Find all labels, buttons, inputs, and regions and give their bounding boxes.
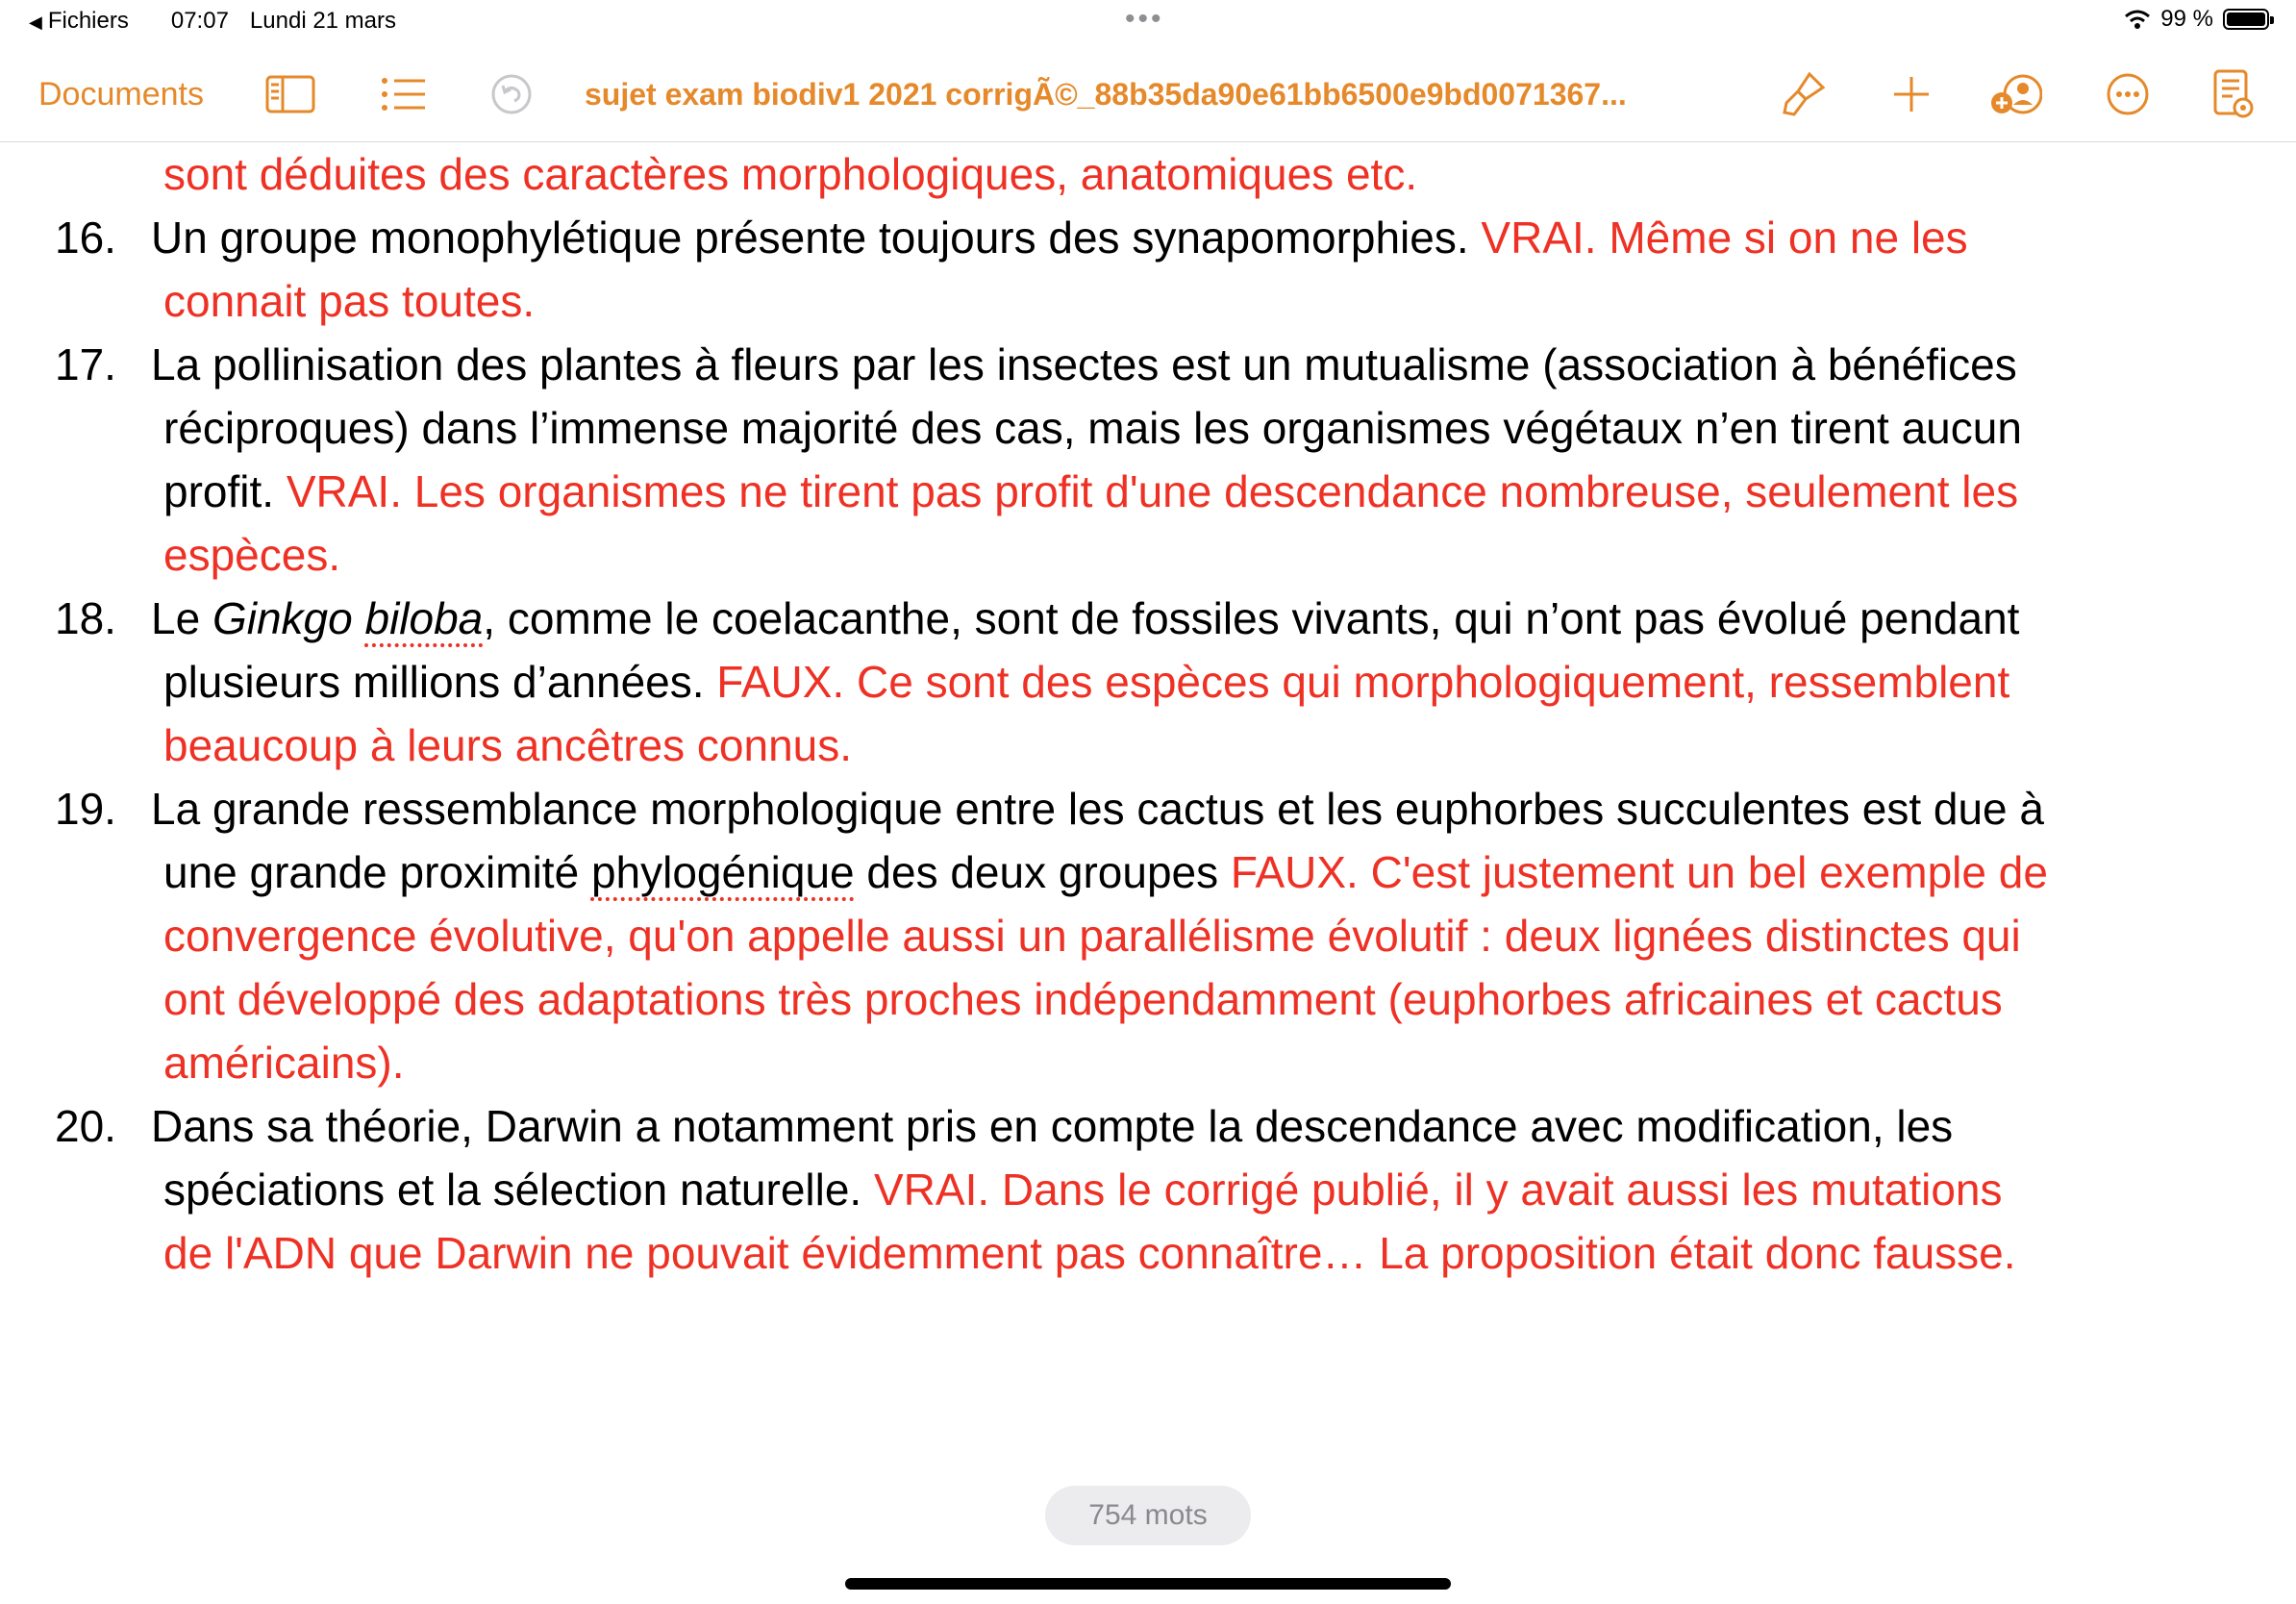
question-line: plusieurs millions d’années. FAUX. Ce sont des espèces qui morphologiquement, ressemblent <box>163 657 2010 707</box>
status-right <box>2124 6 2269 33</box>
answer-text: VRAI. Les organismes ne tirent pas profit d'une descendance nombreuse, seulement les <box>286 466 2019 516</box>
item-number: 18. <box>55 593 116 643</box>
documents-button[interactable]: Documents <box>38 75 204 113</box>
species-name: Ginkgo <box>212 593 353 643</box>
question-line: Le Ginkgo biloba, comme le coelacanthe, sont de fossiles vivants, qui n’ont pas évolué pendant <box>151 593 2020 643</box>
answer-line: connait pas toutes. <box>163 276 536 326</box>
document-settings-icon[interactable] <box>2213 46 2254 142</box>
spellcheck-word[interactable]: phylogénique <box>590 847 855 897</box>
multitasking-dots-icon[interactable]: ••• <box>1125 3 1164 35</box>
paintbrush-icon[interactable] <box>1781 46 1827 142</box>
battery-icon <box>2223 9 2269 30</box>
answer-text: FAUX. Ce sont des espèces qui morphologiquement, ressemblent <box>716 657 2010 707</box>
answer-line: beaucoup à leurs ancêtres connus. <box>163 720 853 770</box>
status-date: Lundi 21 mars <box>249 8 397 34</box>
question-line: profit. VRAI. Les organismes ne tirent pas profit d'une descendance nombreuse, seulement les <box>163 466 2019 516</box>
item-number: 16. <box>55 213 116 263</box>
answer-text: VRAI. Même si on ne les <box>1481 213 1968 263</box>
spellcheck-word[interactable]: biloba <box>364 593 484 643</box>
item-number: 20. <box>55 1101 116 1151</box>
answer-line: ont développé des adaptations très proches indépendamment (euphorbes africaines et cactus <box>163 974 2003 1024</box>
wifi-icon <box>2124 9 2151 30</box>
answer-text: FAUX. C'est justement un bel exemple de <box>1230 847 2048 897</box>
undo-icon[interactable] <box>490 46 533 142</box>
status-time: 07:07 <box>170 8 229 34</box>
question-line: réciproques) dans l’immense majorité des cas, mais les organismes végétaux n’en tirent aucun <box>163 403 2022 453</box>
collaborate-icon[interactable] <box>1990 46 2042 142</box>
status-left <box>29 8 417 35</box>
list-icon[interactable] <box>381 46 427 142</box>
question-line: La grande ressemblance morphologique entre les cactus et les euphorbes succulentes est due à <box>151 784 2044 834</box>
answer-line: américains). <box>163 1038 405 1088</box>
sidebar-icon[interactable] <box>265 46 315 142</box>
more-icon[interactable] <box>2106 46 2150 142</box>
battery-percent: 99 % <box>2160 6 2213 32</box>
answer-text: VRAI. Dans le corrigé publié, il y avait aussi les mutations <box>874 1165 2003 1215</box>
question-line: une grande proximité phylogénique des deux groupes FAUX. C'est justement un bel exemple de <box>163 847 2048 897</box>
item-number: 17. <box>55 339 116 389</box>
word-count-badge[interactable]: 754 mots <box>1045 1486 1251 1545</box>
item-number: 19. <box>55 784 116 834</box>
answer-line: sont déduites des caractères morphologiques, anatomiques etc. <box>163 149 1418 199</box>
question-line: La pollinisation des plantes à fleurs par les insectes est un mutualisme (association à bénéfices <box>151 339 2017 389</box>
question-line: Dans sa théorie, Darwin a notamment pris en compte la descendance avec modification, les <box>151 1101 1954 1151</box>
home-indicator[interactable] <box>845 1578 1451 1590</box>
back-to-app-link[interactable]: ◀ Fichiers <box>29 8 129 34</box>
answer-line: espèces. <box>163 530 341 580</box>
question-line: Un groupe monophylétique présente toujours des synapomorphies. VRAI. Même si on ne les <box>151 213 1968 263</box>
answer-line: convergence évolutive, qu'on appelle aussi un parallélisme évolutif : deux lignées distinctes qui <box>163 911 2021 961</box>
plus-icon[interactable] <box>1892 46 1931 142</box>
status-bar <box>0 0 2296 46</box>
answer-line: de l'ADN que Darwin ne pouvait évidemment pas connaître… La proposition était donc fausse. <box>163 1228 2016 1278</box>
back-triangle-icon: ◀ <box>29 13 42 32</box>
question-line: spéciations et la sélection naturelle. VRAI. Dans le corrigé publié, il y avait aussi les mutations <box>163 1165 2003 1215</box>
toolbar <box>0 46 2296 142</box>
document-title[interactable]: sujet exam biodiv1 2021 corrigÃ©_88b35da90e61bb6500e9bd0071367... <box>585 76 1627 112</box>
